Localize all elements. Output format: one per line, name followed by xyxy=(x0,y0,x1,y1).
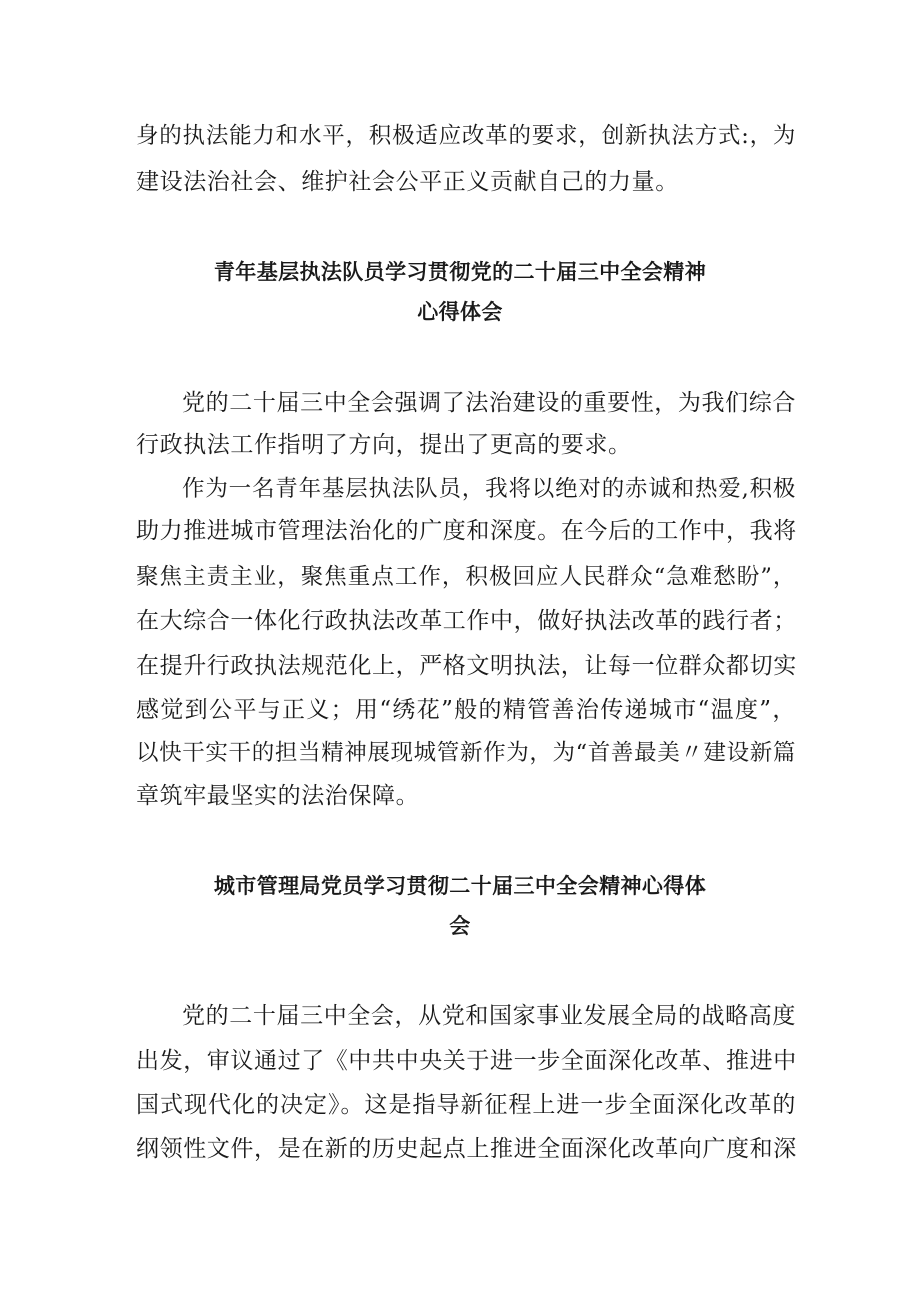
section2-title-line-2: 会 xyxy=(449,914,471,938)
s1-p2-line-1: 作为一名青年基层执法队员，我将以绝对的赤诚和热爱,积极 xyxy=(182,476,796,502)
s2-p1-line-2: 出发，审议通过了《中共中央关于进一步全面深化改革、推进中 xyxy=(136,1048,797,1074)
s1-p1-line-2: 行政执法工作指明了方向，提出了更高的要求。 xyxy=(136,432,632,458)
s2-p1-line-3: 国式现代化的决定》。这是指导新征程上进一步全面深化改革的 xyxy=(136,1092,796,1118)
s1-p2-line-5: 在提升行政执法规范化上，严格文明执法，让每一位群众都切实 xyxy=(136,653,797,679)
s1-p2-line-7: 以快干实干的担当精神展现城管新作为，为“首善最美〃建设新篇 xyxy=(136,740,796,766)
section1-title-line-2: 心得体会 xyxy=(417,300,503,324)
s1-p1-line-1: 党的二十届三中全会强调了法治建设的重要性，为我们综合 xyxy=(182,390,796,416)
intro-line-2: 建设法治社会、维护社会公平正义贡献自己的力量。 xyxy=(136,169,679,195)
section1-title-line-1: 青年基层执法队员学习贯彻党的二十届三中全会精神 xyxy=(213,260,707,284)
s1-p2-line-8: 章筑牢最坚实的法治保障。 xyxy=(136,783,420,809)
intro-line-1: 身的执法能力和水平，积极适应改革的要求，创新执法方式:，为 xyxy=(136,123,796,149)
s1-p2-line-2: 助力推进城市管理法治化的广度和深度。在今后的工作中，我将 xyxy=(136,518,797,544)
s1-p2-line-3: 聚焦主责主业，聚焦重点工作，积极回应人民群众“急难愁盼”， xyxy=(136,564,796,590)
s2-p1-line-4: 纲领性文件，是在新的历史起点上推进全面深化改革向广度和深 xyxy=(136,1136,797,1162)
s1-p2-line-6: 感觉到公平与正义；用“绣花”般的精管善治传递城市“温度”， xyxy=(136,697,796,723)
s2-p1-line-1: 党的二十届三中全会，从党和国家事业发展全局的战略高度 xyxy=(182,1003,796,1029)
section2-title-line-1: 城市管理局党员学习贯彻二十届三中全会精神心得体 xyxy=(213,874,707,898)
s1-p2-line-4: 在大综合一体化行政执法改革工作中，做好执法改革的践行者； xyxy=(136,608,797,634)
